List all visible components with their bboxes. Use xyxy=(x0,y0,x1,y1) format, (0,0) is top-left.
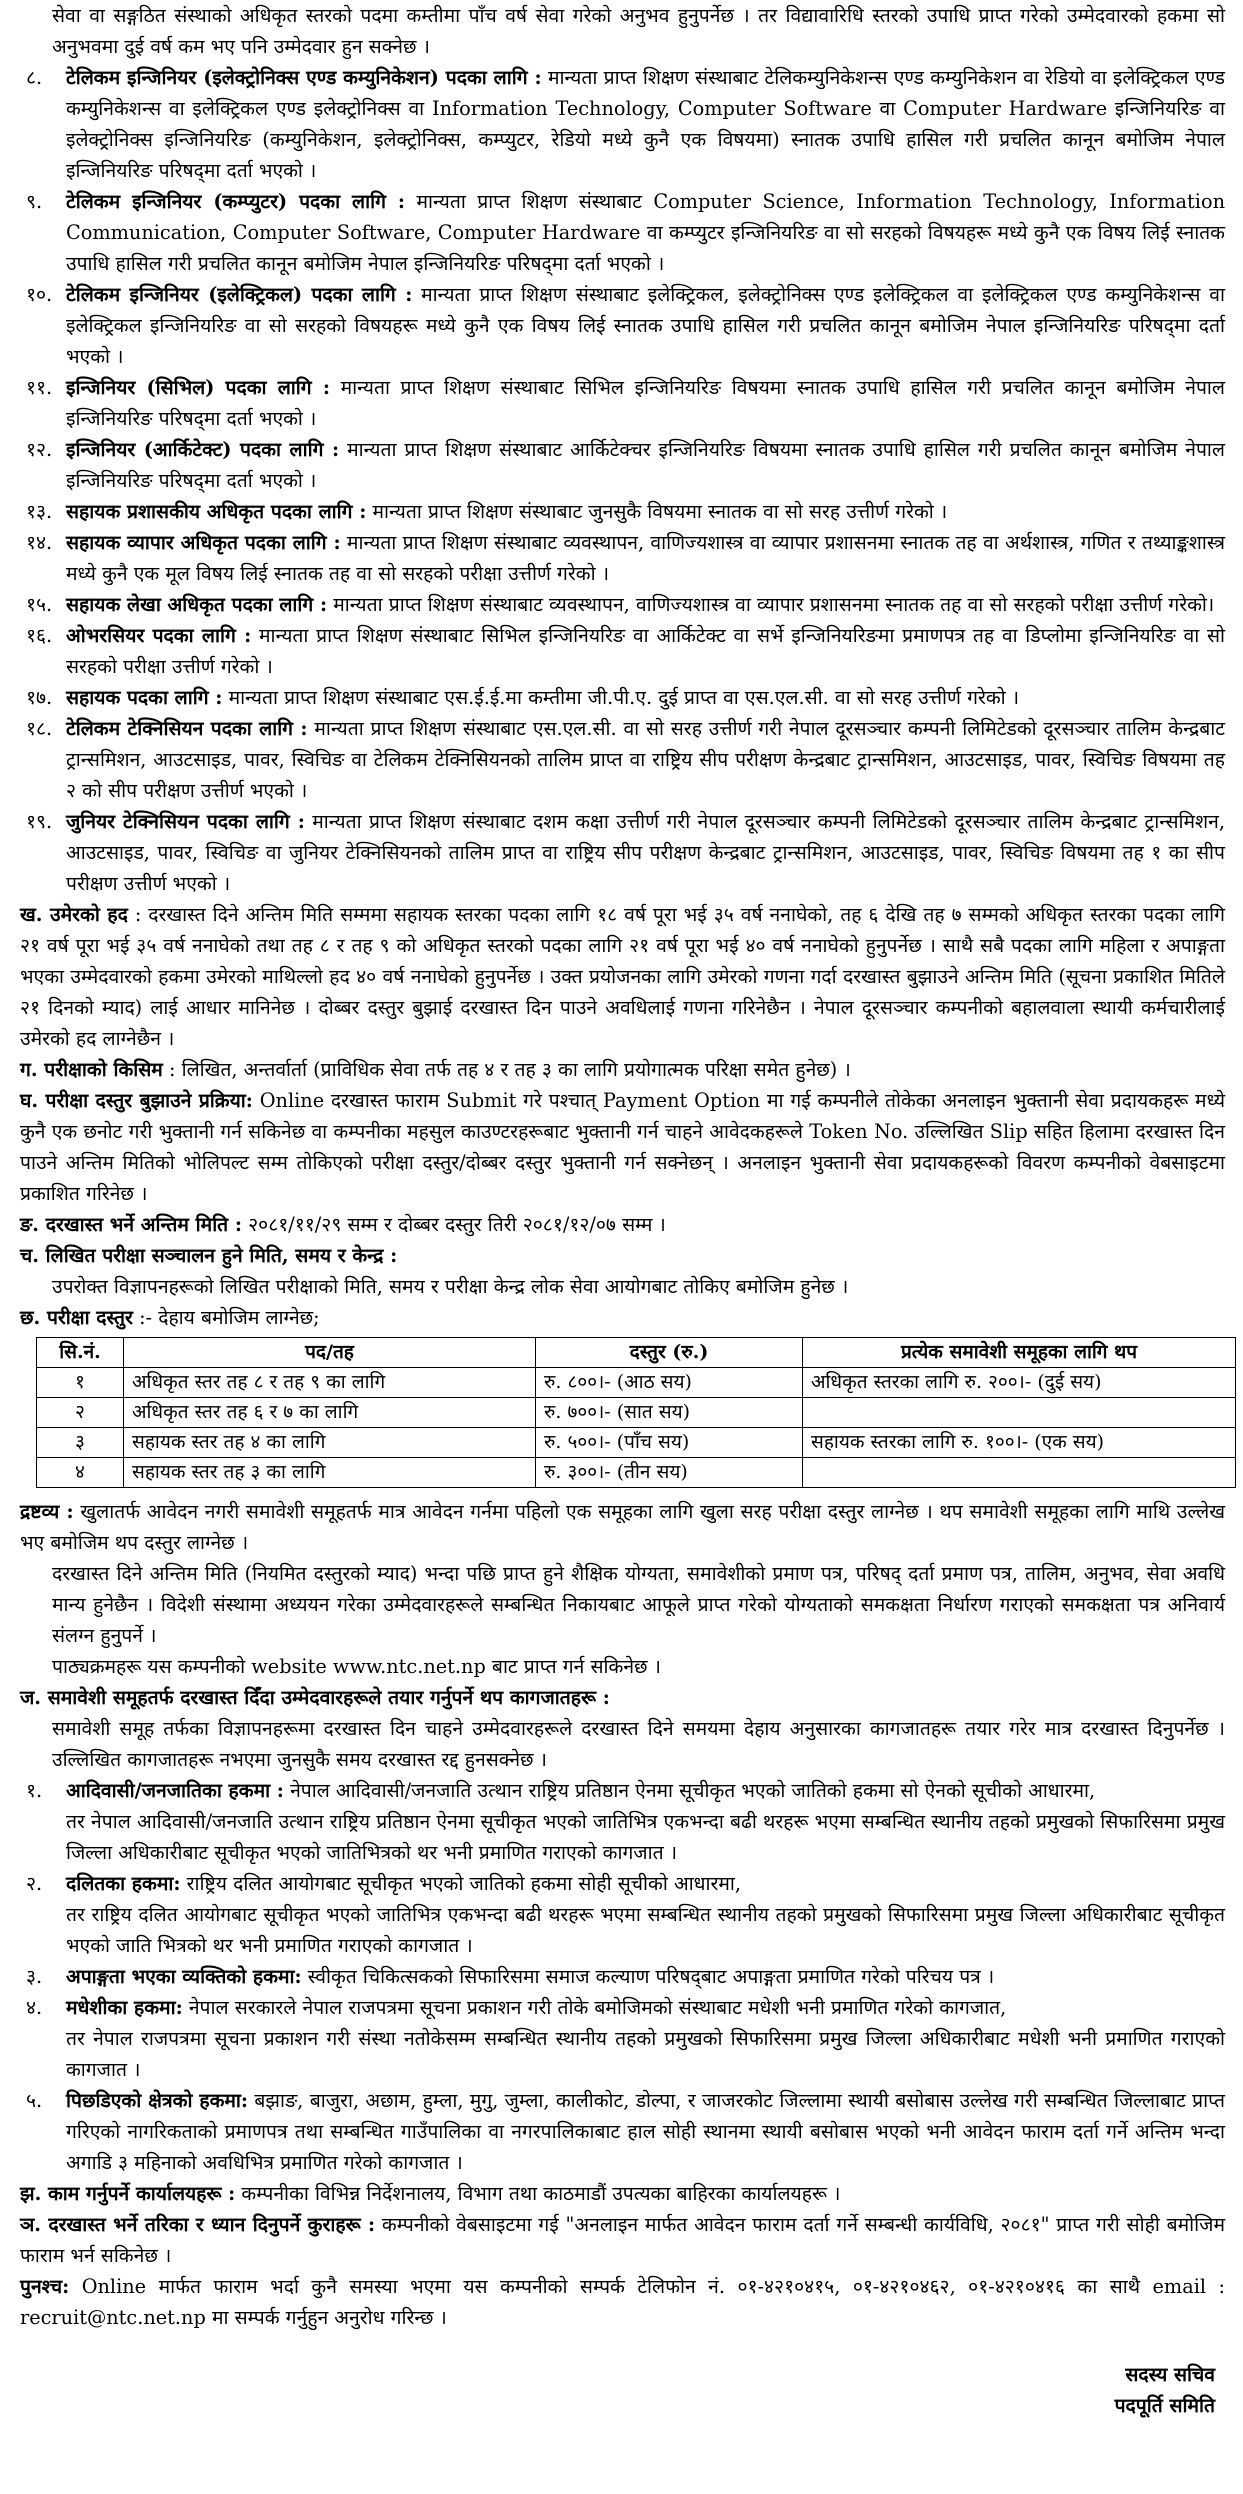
inclusive-item xyxy=(20,1992,1225,2085)
section-title: ख. उमेरको हद xyxy=(20,903,128,926)
item-number: १७. xyxy=(26,686,53,709)
item-title: मधेशीका हकमा: xyxy=(66,1996,183,2019)
table-row xyxy=(37,1398,1236,1428)
section-title: घ. परीक्षा दस्तुर बुझाउने प्रक्रिया: xyxy=(20,1089,253,1112)
item-title: अपाङ्गता भएका व्यक्तिको हकमा: xyxy=(66,1965,302,1988)
table-cell: रु. ३००।- (तीन सय) xyxy=(536,1458,803,1488)
exam-type-section xyxy=(20,1054,1225,1085)
note-paragraph xyxy=(20,1496,1225,1558)
item-text: मान्यता प्राप्त शिक्षण संस्थाबाट जुनसुकै विषयमा स्नातक वा सो सरह उत्तीर्ण गरेको । xyxy=(372,500,948,523)
qualification-item xyxy=(20,806,1225,899)
table-cell: रु. ७००।- (सात सय) xyxy=(536,1398,803,1428)
workplace-section xyxy=(20,2178,1225,2209)
section-text: : दरखास्त दिने अन्तिम मिति सम्ममा सहायक स्तरका पदका लागि १८ वर्ष पूरा भई ३५ वर्ष ननाघेको, तह ६ देखि तह ७ सम्मको अधिकृत स्तरका पदका लागि २१ वर्ष पूरा भई ३५ वर्ष ननाघेको तथा तह ८ र तह ९ को अधिकृत स्तरको पदका लागि २१ वर्ष पूरा भई ४० वर्ष ननाघेको हुनुपर्नेछ । साथै सबै पदका लागि महिला र अपाङ्गता भएका उम्मेदवारको हकमा उमेरको माथिल्लो हद ४० वर्ष ननाघेको हुनुपर्नेछ । उक्त प्रयोजनका लागि उमेरको गणना गर्दा दरखास्त बुझाउने अन्तिम मिति (सूचना प्रकाशित मितिले २१ दिनको म्याद) लाई आधार मानिनेछ । दोब्बर दस्तुर बुझाई दरखास्त दिन पाउने अवधिलाई गणना गरिनेछैन । नेपाल दूरसञ्चार कम्पनीको बहालवाला स्थायी कर्मचारीलाई उमेरको हद लाग्नेछैन । xyxy=(20,903,1225,1050)
table-cell xyxy=(803,1398,1236,1428)
postscript-section xyxy=(20,2271,1225,2333)
item-number: ११. xyxy=(26,376,53,399)
table-cell: सहायक स्तर तह ४ का लागि xyxy=(124,1428,536,1458)
table-cell: सहायक स्तर तह ३ का लागि xyxy=(124,1458,536,1488)
table-cell: ३ xyxy=(37,1428,124,1458)
item-text: बझाङ, बाजुरा, अछाम, हुम्ला, मुगु, जुम्ला, कालीकोट, डोल्पा, र जाजरकोट जिल्लामा स्थायी बसोबास उल्लेख गरी सम्बन्धित जिल्लाबाट प्राप्त गरिएको नागरिकताको प्रमाणपत्र तथा सम्बन्धित गाउँपालिका वा नगरपालिकाबाट हाल सोही स्थानमा स्थायी बसोबास भएको भनी आवेदन फाराम दर्ता गर्ने अन्तिम भन्दा अगाडि ३ महिनाको अवधिभित्र प्रमाणित गरेको कागजात । xyxy=(66,2089,1225,2174)
item-title: टेलिकम इन्जिनियर (कम्प्युटर) पदका लागि : xyxy=(66,190,406,213)
inclusive-item xyxy=(20,1868,1225,1961)
item-text: मान्यता प्राप्त शिक्षण संस्थाबाट एस.एल.सी. वा सो सरह उत्तीर्ण गरी नेपाल दूरसञ्चार कम्पनी लिमिटेडको दूरसञ्चार तालिम केन्द्रबाट ट्रान्समिशन, आउटसाइड, पावर, स्विचिङ वा टेलिकम टेक्निसियनको तालिम प्राप्त वा राष्ट्रिय सीप परीक्षण केन्द्रबाट ट्रान्समिशन, आउटसाइड, पावर, स्विचिङ विषयमा तह २ को सीप परीक्षण उत्तीर्ण भएको । xyxy=(66,717,1225,802)
fee-table-header xyxy=(37,1338,1236,1368)
item-text-continued: तर राष्ट्रिय दलित आयोगबाट सूचीकृत भएको जातिभित्र एकभन्दा बढी थरहरू भएमा सम्बन्धित स्थानीय तहको प्रमुखको सिफारिसमा प्रमुख जिल्ला अधिकारीबाट सूचीकृत भएको जाति भित्रको थर भनी प्रमाणित गराएको कागजात । xyxy=(66,1903,1225,1957)
fee-section xyxy=(20,1302,1225,1333)
header-cell: सि.नं. xyxy=(37,1338,124,1368)
section-text: कम्पनीको वेबसाइटमा गई "अनलाइन मार्फत आवेदन फाराम दर्ता गर्ने सम्बन्धी कार्यविधि, २०८१" प्राप्त गरी सोही बमोजिम फाराम भर्न सकिनेछ । xyxy=(20,2213,1225,2267)
item-number: १. xyxy=(26,1779,43,1802)
item-text: मान्यता प्राप्त शिक्षण संस्थाबाट सिभिल इन्जिनियरिङ वा आर्किटेक्ट वा सर्भे इन्जिनियरिङमा प्रमाणपत्र तह वा डिप्लोमा इन्जिनियरिङ वा सो सरहको परीक्षा उत्तीर्ण गरेको । xyxy=(66,624,1225,678)
section-text: कम्पनीका विभिन्न निर्देशनालय, विभाग तथा काठमाडौं उपत्यका बाहिरका कार्यालयहरू । xyxy=(241,2182,841,2205)
qualification-item xyxy=(20,279,1225,372)
qualification-list xyxy=(20,62,1225,899)
item-title: सहायक व्यापार अधिकृत पदका लागि : xyxy=(66,531,341,554)
item-number: १८. xyxy=(26,717,53,740)
section-text: :- देहाय बमोजिम लाग्नेछ; xyxy=(139,1306,320,1329)
table-row xyxy=(37,1458,1236,1488)
inclusive-item xyxy=(20,1775,1225,1868)
exam-date-section xyxy=(20,1240,1225,1271)
item-title: दलितका हकमा: xyxy=(66,1872,181,1895)
qualification-item xyxy=(20,527,1225,589)
item-title: टेलिकम टेक्निसियन पदका लागि : xyxy=(66,717,308,740)
item-title: आदिवासी/जनजातिका हकमा : xyxy=(66,1779,284,1802)
item-text: मान्यता प्राप्त शिक्षण संस्थाबाट टेलिकम्युनिकेशन्स एण्ड कम्युनिकेशन वा रेडियो वा इलेक्ट्रिकल एण्ड कम्युनिकेशन्स वा इलेक्ट्रिकल एण्ड इलेक्ट्रोनिक्स वा Information Technology, Computer Software वा Computer Hardware इन्जिनियरिङ वा इलेक्ट्रोनिक्स इन्जिनियरिङ (कम्युनिकेशन, इलेक्ट्रोनिक्स, कम्प्युटर, रेडियो मध्ये कुनै एक विषयमा) स्नातक उपाधि हासिल गरी प्रचलित कानून बमोजिम नेपाल इन्जिनियरिङ परिषद्‍मा दर्ता भएको । xyxy=(66,66,1225,182)
qualification-item xyxy=(20,682,1225,713)
payment-section xyxy=(20,1085,1225,1209)
table-cell: सहायक स्तरका लागि रु. १००।- (एक सय) xyxy=(803,1428,1236,1458)
item-number: १९. xyxy=(26,810,53,833)
table-cell: १ xyxy=(37,1368,124,1398)
fee-table xyxy=(36,1337,1236,1488)
inclusive-list xyxy=(20,1775,1225,2178)
table-cell: २ xyxy=(37,1398,124,1428)
intro-paragraph: सेवा वा सङ्गठित संस्थाको अधिकृत स्तरको पदमा कम्तीमा पाँच वर्ष सेवा गरेको अनुभव हुनुपर्नेछ । तर विद्यावारिधि स्तरको उपाधि प्राप्त गरेको उम्मेदवारको हकमा सो अनुभवमा दुई वर्ष कम भए पनि उम्मेदवार हुन सक्नेछ । xyxy=(52,4,1225,58)
item-number: १५. xyxy=(26,593,53,616)
item-text: स्वीकृत चिकित्सकको सिफारिसमा समाज कल्याण परिषद्‍बाट अपाङ्गता प्रमाणित गरेको परिचय पत्र । xyxy=(307,1965,995,1988)
qualification-item xyxy=(20,496,1225,527)
qualification-item xyxy=(20,713,1225,806)
item-text: मान्यता प्राप्त शिक्षण संस्थाबाट एस.ई.ई.मा कम्तीमा जी.पी.ए. दुई प्राप्त वा एस.एल.सी. वा सो सरह उत्तीर्ण गरेको । xyxy=(228,686,1020,709)
item-text: मान्यता प्राप्त शिक्षण संस्थाबाट व्यवस्थापन, वाणिज्यशास्त्र वा व्यापार प्रशासनमा स्नातक तह वा अर्थशास्त्र, गणित र तथ्याङ्कशास्त्र मध्ये कुनै एक मूल विषय लिई स्नातक तह वा सो सरहको परीक्षा उत्तीर्ण गरेको । xyxy=(66,531,1225,585)
item-number: १०. xyxy=(26,283,53,306)
signature-committee: पदपूर्ति समिति xyxy=(1114,2394,1215,2417)
deadline-section xyxy=(20,1209,1225,1240)
section-title: झ. काम गर्नुपर्ने कार्यालयहरू : xyxy=(20,2182,236,2205)
inclusive-intro: समावेशी समूह तर्फका विज्ञापनहरूमा दरखास्त दिन चाहने उम्मेदवारहरूले दरखास्त दिने समयमा देहाय अनुसारका कागजातहरू तयार गरेर मात्र दरखास्त दिनुपर्नेछ । उल्लिखित कागजातहरू नभएमा जुनसुकै समय दरखास्त रद्द हुनसक्नेछ । xyxy=(52,1717,1225,1771)
item-number: ९. xyxy=(26,190,43,213)
qualification-item xyxy=(20,589,1225,620)
table-row xyxy=(37,1368,1236,1398)
item-title: इन्जिनियर (आर्किटेक्ट) पदका लागि : xyxy=(66,438,340,461)
qualification-item xyxy=(20,434,1225,496)
header-cell: दस्तुर (रु.) xyxy=(536,1338,803,1368)
item-number: ८. xyxy=(26,66,43,89)
method-section xyxy=(20,2209,1225,2271)
section-title: पुनश्च: xyxy=(20,2275,70,2298)
header-cell: प्रत्येक समावेशी समूहका लागि थप xyxy=(803,1338,1236,1368)
note-text: खुलातर्फ आवेदन नगरी समावेशी समूहतर्फ मात्र आवेदन गर्नमा पहिलो एक समूहका लागि खुला सरह परीक्षा दस्तुर लाग्नेछ । थप समावेशी समूहका लागि माथि उल्लेख भए बमोजिम थप दस्तुर लाग्नेछ । xyxy=(20,1500,1226,1554)
item-title: सहायक लेखा अधिकृत पदका लागि : xyxy=(66,593,328,616)
item-title: इन्जिनियर (सिभिल) पदका लागि : xyxy=(66,376,330,399)
item-text-continued: तर नेपाल राजपत्रमा सूचना प्रकाशन गरी संस्था नतोकेसम्म सम्बन्धित स्थानीय तहको प्रमुखको सिफारिसमा प्रमुख जिल्ला अधिकारीबाट मधेशी भनी प्रमाणित गराएको कागजात । xyxy=(66,2027,1225,2081)
item-text: नेपाल सरकारले नेपाल राजपत्रमा सूचना प्रकाशन गरी तोके बमोजिमको संस्थाबाट मधेशी भनी प्रमाणित गरेको कागजात, xyxy=(188,1996,1007,2019)
note-title: द्रष्टव्य : xyxy=(20,1500,74,1523)
table-cell: अधिकृत स्तरका लागि रु. २००।- (दुई सय) xyxy=(803,1368,1236,1398)
inclusive-item xyxy=(20,2085,1225,2178)
section-text: २०८१/११/२९ सम्म र दोब्बर दस्तुर तिरी २०८१/१२/०७ सम्म । xyxy=(248,1213,666,1236)
item-text: राष्ट्रिय दलित आयोगबाट सूचीकृत भएको जातिको हकमा सोही सूचीको आधारमा, xyxy=(186,1872,742,1895)
item-title: सहायक पदका लागि : xyxy=(66,686,223,709)
item-title: टेलिकम इन्जिनियर (इलेक्ट्रिकल) पदका लागि : xyxy=(66,283,413,306)
item-number: १३. xyxy=(26,500,53,523)
section-text: : लिखित, अन्तर्वार्ता (प्राविधिक सेवा तर्फ तह ४ र तह ३ का लागि प्रयोगात्मक परिक्षा समेत हुनेछ) । xyxy=(168,1058,851,1081)
section-title: ङ. दरखास्त भर्ने अन्तिम मिति : xyxy=(20,1213,243,1236)
section-title: ग. परीक्षाको किसिम xyxy=(20,1058,163,1081)
item-number: १६. xyxy=(26,624,53,647)
notice-document xyxy=(20,0,1225,2421)
qualification-item xyxy=(20,186,1225,279)
table-row xyxy=(37,1428,1236,1458)
table-cell: रु. ५००।- (पाँच सय) xyxy=(536,1428,803,1458)
qualification-item xyxy=(20,620,1225,682)
item-number: १२. xyxy=(26,438,53,461)
item-title: सहायक प्रशासकीय अधिकृत पदका लागि : xyxy=(66,500,367,523)
age-limit-section xyxy=(20,899,1225,1054)
item-number: ४. xyxy=(26,1996,43,2019)
qualification-item xyxy=(20,62,1225,186)
item-text: मान्यता प्राप्त शिक्षण संस्थाबाट सिभिल इन्जिनियरिङ विषयमा स्नातक उपाधि हासिल गरी प्रचलित कानून बमोजिम नेपाल इन्जिनियरिङ परिषद्‍मा दर्ता भएको । xyxy=(66,376,1226,430)
signature-block xyxy=(20,2359,1225,2421)
item-text: मान्यता प्राप्त शिक्षण संस्थाबाट व्यवस्थापन, वाणिज्यशास्त्र वा व्यापार प्रशासनमा स्नातक तह वा सो सरहको परीक्षा उत्तीर्ण गरेको। xyxy=(333,593,1215,616)
table-cell: अधिकृत स्तर तह ८ र तह ९ का लागि xyxy=(124,1368,536,1398)
header-cell: पद/तह xyxy=(124,1338,536,1368)
item-title: ओभरसियर पदका लागि : xyxy=(66,624,252,647)
item-text: मान्यता प्राप्त शिक्षण संस्थाबाट Computer Science, Information Technology, Information Communication, Computer Software, Computer Hardware वा कम्प्युटर इन्जिनियरिङ वा सो सरहको विषयहरू मध्ये कुनै एक विषय लिई स्नातक उपाधि हासिल गरी प्रचलित कानून बमोजिम नेपाल इन्जिनियरिङ परिषद्‍मा दर्ता भएको । xyxy=(66,190,1225,275)
item-number: ३. xyxy=(26,1965,43,1988)
signature-title: सदस्य सचिव xyxy=(1125,2363,1215,2386)
inclusive-item xyxy=(20,1961,1225,1992)
note-paragraph: दरखास्त दिने अन्तिम मिति (नियमित दस्तुरको म्याद) भन्दा पछि प्राप्त हुने शैक्षिक योग्यता, समावेशीको प्रमाण पत्र, परिषद् दर्ता प्रमाण पत्र, तालिम, अनुभव, सेवा अवधि मान्य हुनेछैन । विदेशी संस्थामा अध्ययन गरेका उम्मेदवारहरूले सम्बन्धित निकायबाट आफूले प्राप्त गरेको योग्यताको समकक्षता निर्धारण गराएको समकक्षता पत्र अनिवार्य संलग्न हुनुपर्ने । xyxy=(52,1562,1225,1647)
item-number: १४. xyxy=(26,531,53,554)
note-paragraph: पाठ्यक्रमहरू यस कम्पनीको website www.ntc.net.np बाट प्राप्त गर्न सकिनेछ । xyxy=(52,1655,661,1678)
item-title: टेलिकम इन्जिनियर (इलेक्ट्रोनिक्स एण्ड कम्युनिकेशन) पदका लागि : xyxy=(66,66,542,89)
item-number: २. xyxy=(26,1872,43,1895)
table-cell: अधिकृत स्तर तह ६ र ७ का लागि xyxy=(124,1398,536,1428)
section-title: छ. परीक्षा दस्तुर xyxy=(20,1306,133,1329)
table-cell xyxy=(803,1458,1236,1488)
item-text: मान्यता प्राप्त शिक्षण संस्थाबाट आर्किटेक्चर इन्जिनियरिङ विषयमा स्नातक उपाधि हासिल गरी प्रचलित कानून बमोजिम नेपाल इन्जिनियरिङ परिषद्‍मा दर्ता भएको । xyxy=(66,438,1225,492)
item-text: नेपाल आदिवासी/जनजाति उत्थान राष्ट्रिय प्रतिष्ठान ऐनमा सूचीकृत भएको जातिको हकमा सो ऐनको सूचीको आधारमा, xyxy=(290,1779,1096,1802)
exam-date-text: उपरोक्त विज्ञापनहरूको लिखित परीक्षाको मिति, समय र परीक्षा केन्द्र लोक सेवा आयोगबाट तोकिए बमोजिम हुनेछ । xyxy=(52,1275,849,1298)
item-title: जुनियर टेक्निसियन पदका लागि : xyxy=(66,810,305,833)
item-title: पिछडिएको क्षेत्रको हकमा: xyxy=(66,2089,249,2112)
item-text: मान्यता प्राप्त शिक्षण संस्थाबाट इलेक्ट्रिकल, इलेक्ट्रोनिक्स एण्ड इलेक्ट्रिकल वा इलेक्ट्रिकल एण्ड कम्युनिकेशन्स वा इलेक्ट्रिकल इन्जिनियरिङ वा सो सरहको विषयहरू मध्ये कुनै एक विषय लिई स्नातक उपाधि हासिल गरी प्रचलित कानून बमोजिम नेपाल इन्जिनियरिङ परिषद्‍मा दर्ता भएको । xyxy=(66,283,1225,368)
section-title: च. लिखित परीक्षा सञ्चालन हुने मिति, समय र केन्द्र : xyxy=(20,1244,398,1267)
inclusive-title: ज. समावेशी समूहतर्फ दरखास्त दिँदा उम्मेदवारहरूले तयार गर्नुपर्ने थप कागजातहरू : xyxy=(20,1686,610,1709)
section-text: Online दरखास्त फाराम Submit गरे पश्चात् Payment Option मा गई कम्पनीले तोकेका अनलाइन भुक्तानी सेवा प्रदायकहरू मध्ये कुनै एक छनोट गरी भुक्तानी गर्न सकिनेछ वा कम्पनीका महसुल काउण्टरहरूबाट भुक्तानी गर्न चाहने आवेदकहरूले Token No. उल्लिखित Slip सहित हिलामा दरखास्त दिन पाउने अन्तिम मितिको भोलिपल्ट सम्म तोकिएको परीक्षा दस्तुर/दोब्बर दस्तुर भुक्तानी गर्न सक्नेछन् । अनलाइन भुक्तानी सेवा प्रदायकहरूको विवरण कम्पनीको वेबसाइटमा प्रकाशित गरिनेछ । xyxy=(20,1089,1226,1205)
section-text: Online मार्फत फाराम भर्दा कुनै समस्या भएमा यस कम्पनीको सम्पर्क टेलिफोन नं. ०१-४२१०४१५, ०१-४२१०४६२, ०१-४२१०४१६ का साथै email : recruit@ntc.net.np मा सम्पर्क गर्नुहुन अनुरोध गरिन्छ । xyxy=(20,2275,1225,2329)
table-cell: रु. ८००।- (आठ सय) xyxy=(536,1368,803,1398)
section-title: ञ. दरखास्त भर्ने तरिका र ध्यान दिनुपर्ने कुराहरू : xyxy=(20,2213,376,2236)
qualification-item xyxy=(20,372,1225,434)
item-text-continued: तर नेपाल आदिवासी/जनजाति उत्थान राष्ट्रिय प्रतिष्ठान ऐनमा सूचीकृत भएको जातिभित्र एकभन्दा बढी थरहरू भएमा सम्बन्धित स्थानीय तहको प्रमुखको सिफारिसमा प्रमुख जिल्ला अधिकारीबाट सूचीकृत भएको जातिभित्रको थर भनी प्रमाणित गराएको कागजात । xyxy=(66,1810,1225,1864)
item-number: ५. xyxy=(26,2089,43,2112)
item-text: मान्यता प्राप्त शिक्षण संस्थाबाट दशम कक्षा उत्तीर्ण गरी नेपाल दूरसञ्चार कम्पनी लिमिटेडको दूरसञ्चार तालिम केन्द्रबाट ट्रान्समिशन, आउटसाइड, पावर, स्विचिङ वा जुनियर टेक्निसियनको तालिम प्राप्त वा राष्ट्रिय सीप परीक्षण केन्द्रबाट ट्रान्समिशन, आउटसाइड, पावर, स्विचिङ विषयमा तह १ का सीप परीक्षण उत्तीर्ण भएको । xyxy=(66,810,1225,895)
table-cell: ४ xyxy=(37,1458,124,1488)
